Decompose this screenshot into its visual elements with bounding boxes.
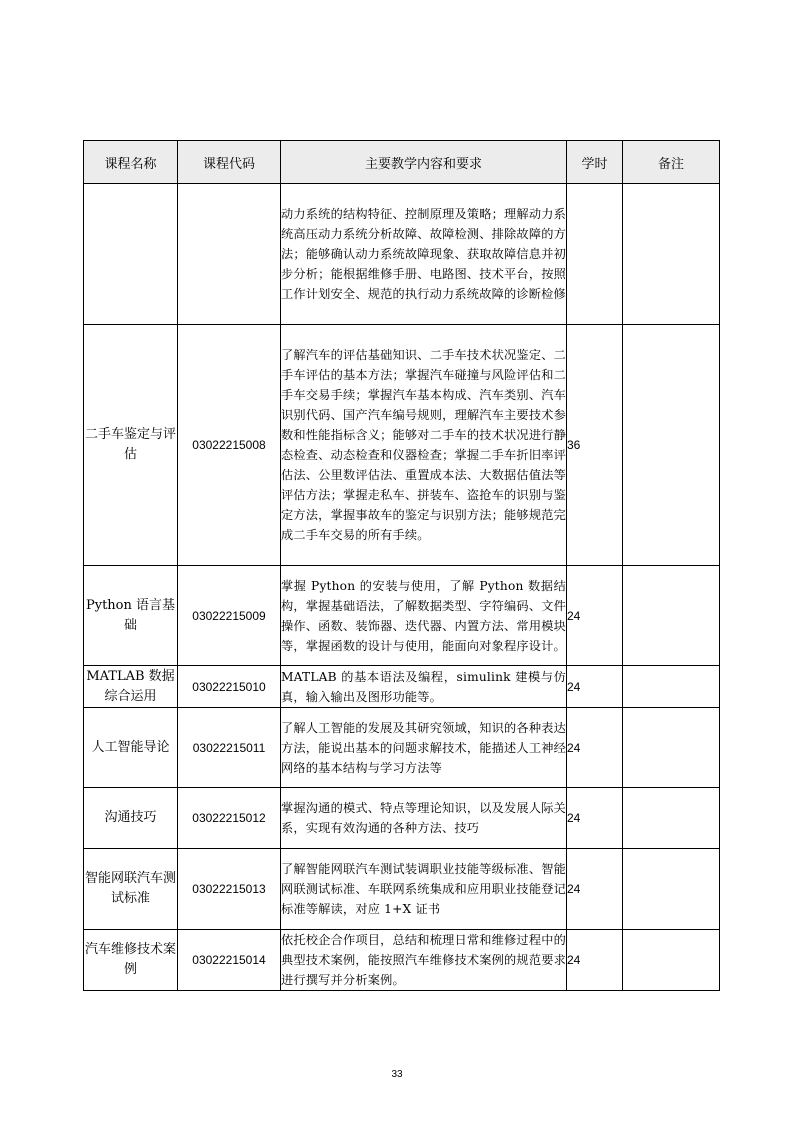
course-code-cell: 03022215010 [178,666,281,708]
course-hours-cell: 24 [567,708,623,788]
course-code-cell: 03022215014 [178,930,281,991]
table-row [84,184,720,325]
course-content-cell: 掌握沟通的模式、特点等理论知识，以及发展人际关系，实现有效沟通的各种方法、技巧 [281,788,567,849]
course-notes-cell [623,849,720,930]
course-hours-cell: 36 [567,325,623,566]
course-code-cell: 03022215012 [178,788,281,849]
course-hours-cell: 24 [567,788,623,849]
course-code-cell: 03022215011 [178,708,281,788]
table-row [84,708,720,788]
course-name-cell: 沟通技巧 [84,788,178,849]
course-name-cell: 二手车鉴定与评估 [84,325,178,566]
course-name-cell: Python 语言基础 [84,566,178,666]
course-hours-cell: 24 [567,849,623,930]
course-code-cell: 03022215008 [178,325,281,566]
course-hours-cell [567,184,623,325]
course-notes-cell [623,788,720,849]
course-hours-cell: 24 [567,930,623,991]
table-row [84,666,720,708]
course-name-cell: 智能网联汽车测试标准 [84,849,178,930]
table-row [84,849,720,930]
course-name-cell: 汽车维修技术案例 [84,930,178,991]
table-header-row [84,141,720,184]
course-code-cell: 03022215013 [178,849,281,930]
table-row [84,325,720,566]
header-hours: 学时 [567,141,623,184]
course-notes-cell [623,566,720,666]
course-content-cell: 依托校企合作项目，总结和梳理日常和维修过程中的典型技术案例，能按照汽车维修技术案例的规范要求进行撰写并分析案例。 [281,930,567,991]
course-notes-cell [623,930,720,991]
course-content-cell: 了解智能网联汽车测试装调职业技能等级标准、智能网联测试标准、车联网系统集成和应用职业技能登记标准等解读，对应 1+X 证书 [281,849,567,930]
course-content-cell: MATLAB 的基本语法及编程，simulink 建模与仿真，输入输出及图形功能等。 [281,666,567,708]
course-name-cell: MATLAB 数据综合运用 [84,666,178,708]
table-row [84,566,720,666]
course-content-cell: 掌握 Python 的安装与使用，了解 Python 数据结构，掌握基础语法，了解数据类型、字符编码、文件操作、函数、装饰器、迭代器、内置方法、常用模块等，掌握函数的设计与使用，能面向对象程序设计。 [281,566,567,666]
course-content-cell: 动力系统的结构特征、控制原理及策略；理解动力系统高压动力系统分析故障、故障检测、排除故障的方法；能够确认动力系统故障现象、获取故障信息并初步分析；能根据维修手册、电路图、技术平台，按照工作计划安全、规范的执行动力系统故障的诊断检修 [281,184,567,325]
course-table [83,140,720,991]
course-content-cell: 了解人工智能的发展及其研究领域，知识的各种表达方法，能说出基本的问题求解技术，能描述人工神经网络的基本结构与学习方法等 [281,708,567,788]
course-name-cell: 人工智能导论 [84,708,178,788]
table-row [84,930,720,991]
course-code-cell: 03022215009 [178,566,281,666]
course-name-cell [84,184,178,325]
course-content-cell: 了解汽车的评估基础知识、二手车技术状况鉴定、二手车评估的基本方法；掌握汽车碰撞与风险评估和二手车交易手续；掌握汽车基本构成、汽车类别、汽车识别代码、国产汽车编号规则，理解汽车主要技术参数和性能指标含义；能够对二手车的技术状况进行静态检查、动态检查和仪器检查；掌握二手车折旧率评估法、公里数评估法、重置成本法、大数据估值法等评估方法；掌握走私车、拼装车、盗抢车的识别与鉴定方法，掌握事故车的鉴定与识别方法；能够规范完成二手车交易的所有手续。 [281,325,567,566]
header-course-code: 课程代码 [178,141,281,184]
header-notes: 备注 [623,141,720,184]
course-code-cell [178,184,281,325]
table-row [84,788,720,849]
course-notes-cell [623,184,720,325]
course-notes-cell [623,325,720,566]
course-notes-cell [623,666,720,708]
header-content: 主要教学内容和要求 [281,141,567,184]
page-number: 33 [391,1069,403,1080]
course-hours-cell: 24 [567,566,623,666]
header-course-name: 课程名称 [84,141,178,184]
course-hours-cell: 24 [567,666,623,708]
course-notes-cell [623,708,720,788]
